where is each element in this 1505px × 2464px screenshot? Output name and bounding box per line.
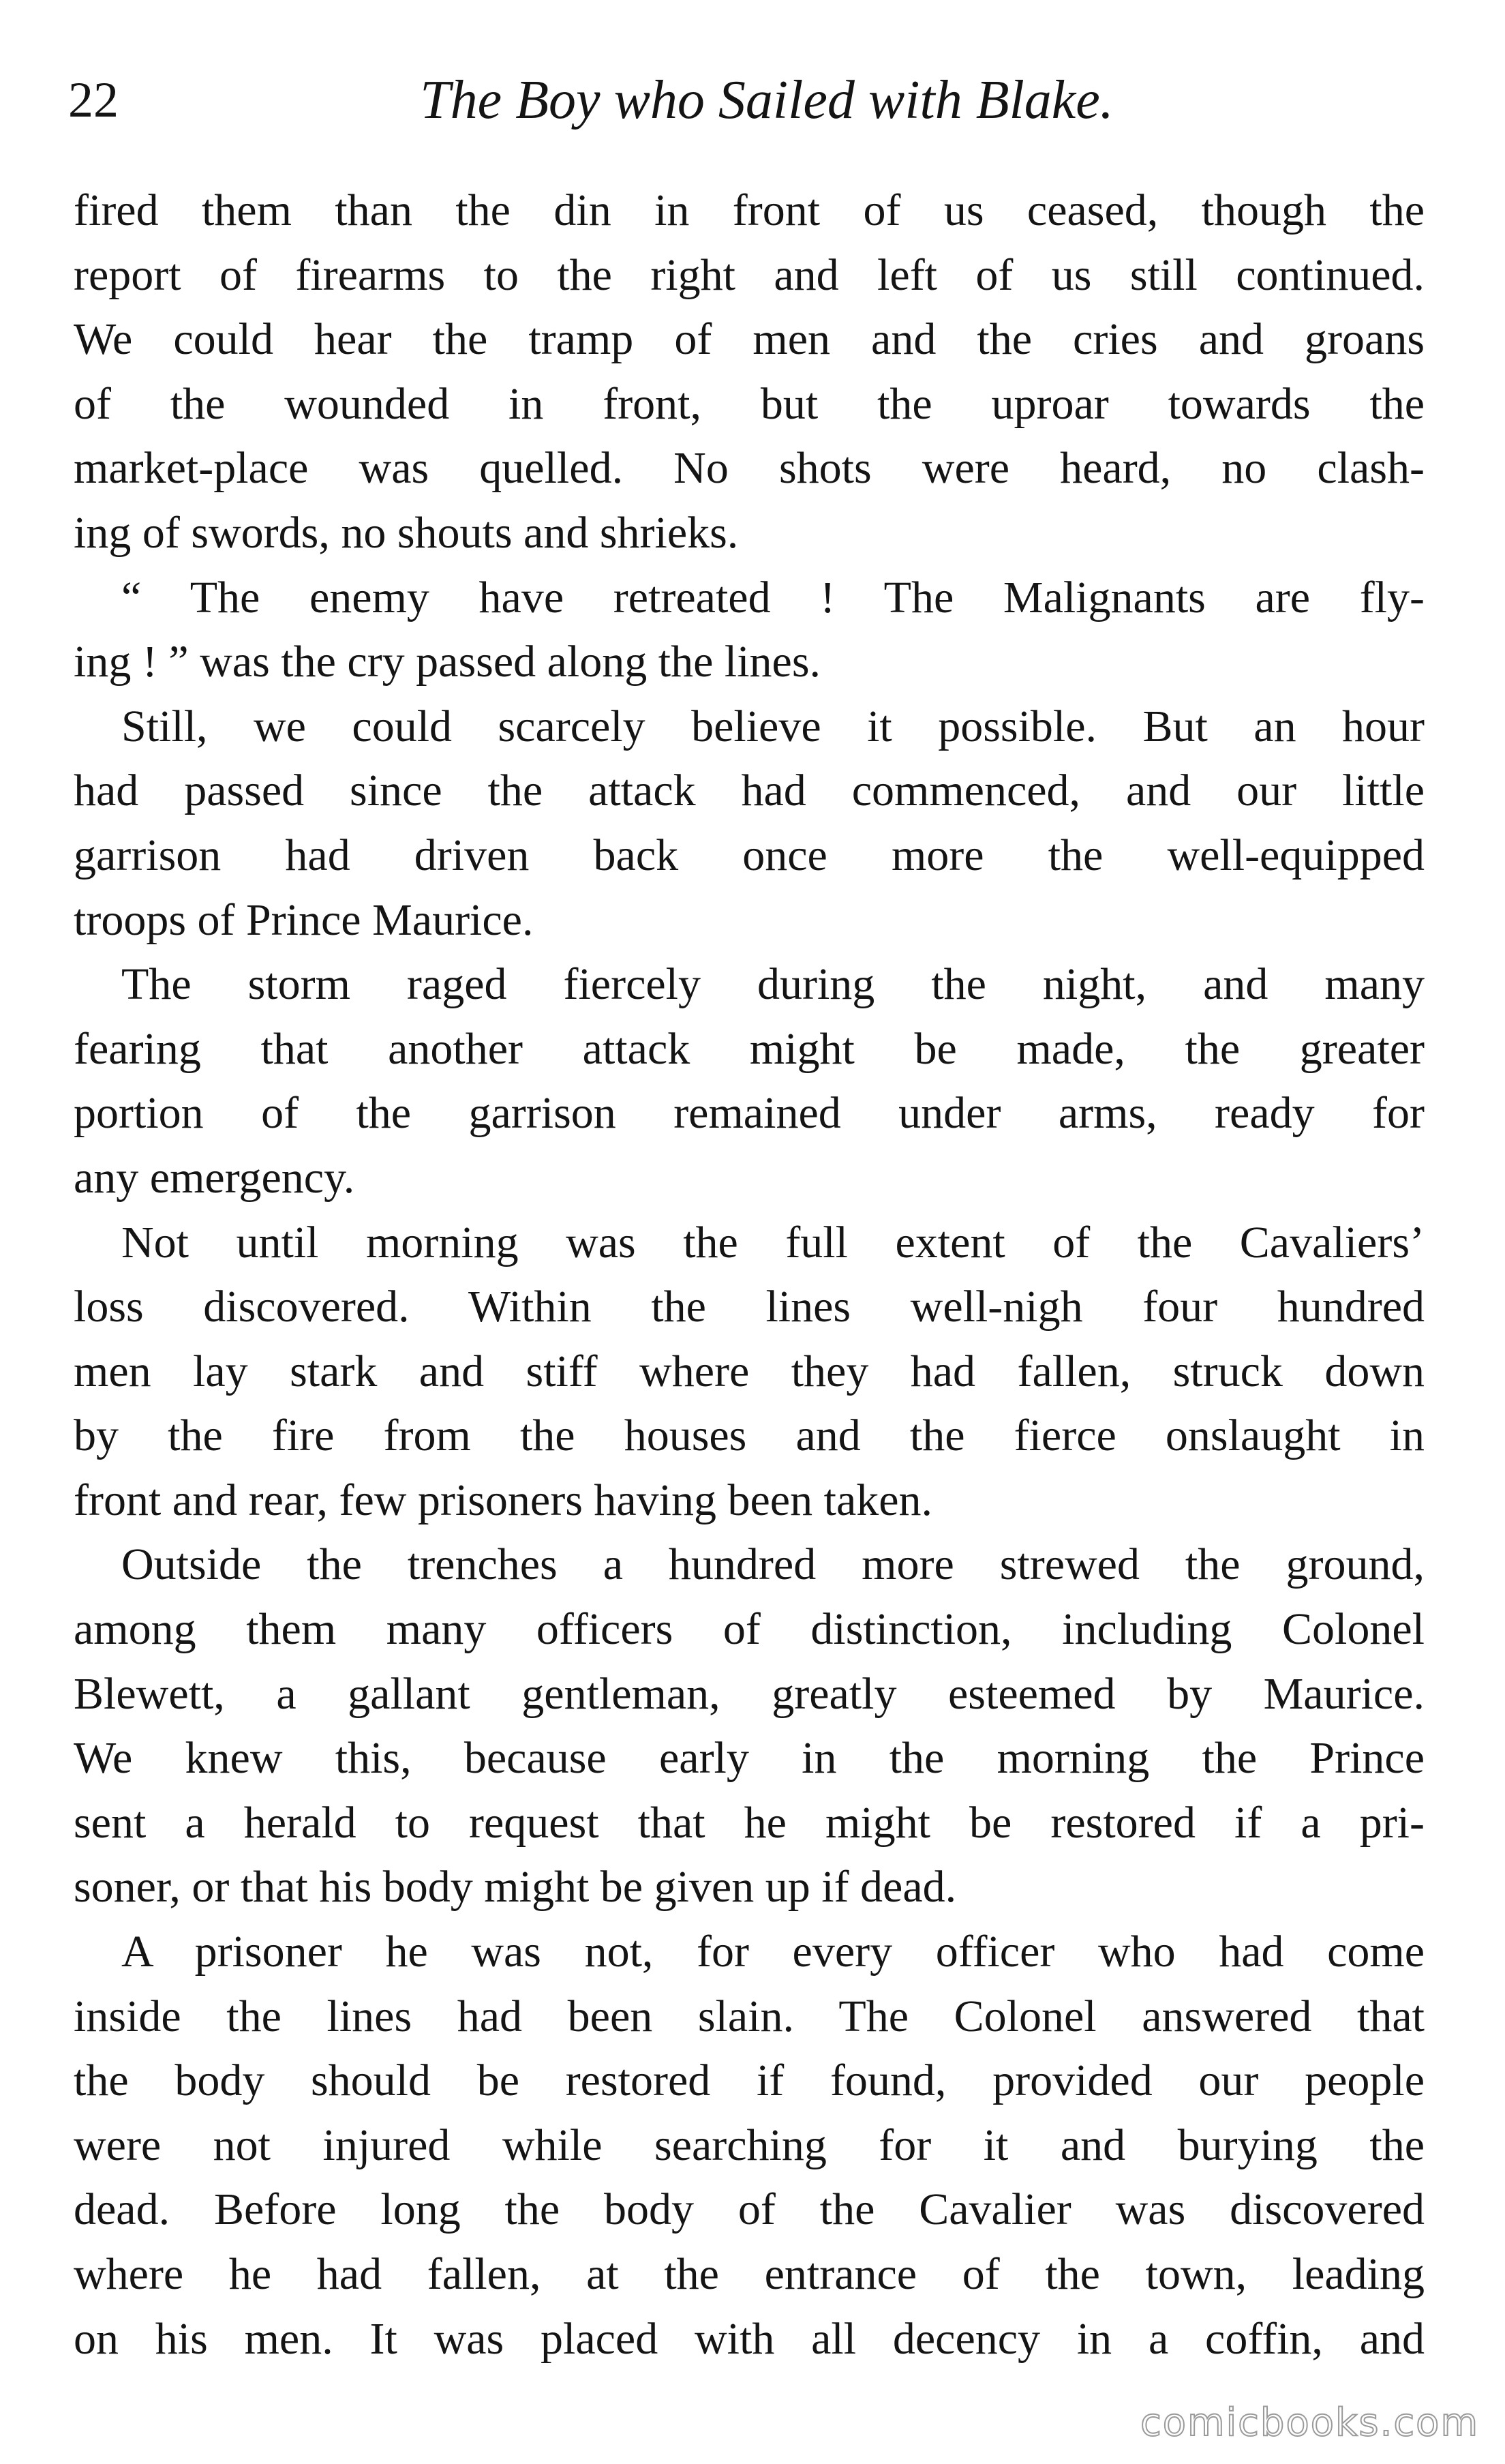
text-line: We could hear the tramp of men and the cries and groans: [74, 314, 1425, 365]
text-line: Not until morning was the full extent of the Cavaliers’: [121, 1217, 1425, 1267]
text-line: ing of swords, no shouts and shrieks.: [74, 507, 739, 558]
page-number: 22: [68, 72, 119, 128]
text-line: troops of Prince Maurice.: [74, 895, 534, 945]
text-line: men lay stark and stiff where they had fallen, struck down: [74, 1346, 1425, 1396]
running-head: [68, 63, 1425, 138]
text-line: loss discovered. Within the lines well-nigh four hundred: [74, 1282, 1425, 1332]
text-line: Still, we could scarcely believe it possible. But an hour: [121, 701, 1425, 751]
watermark: comicbooks.com: [1140, 2401, 1479, 2445]
text-line: report of firearms to the right and left of us still continued.: [74, 250, 1425, 300]
text-line: fearing that another attack might be made, the greater: [74, 1023, 1425, 1074]
text-line: A prisoner he was not, for every officer who had come: [121, 1927, 1425, 1977]
text-line: market-place was quelled. No shots were heard, no clash-: [74, 443, 1425, 494]
text-line: where he had fallen, at the entrance of the town, leading: [74, 2249, 1425, 2299]
text-line: were not injured while searching for it and burying the: [74, 2120, 1425, 2170]
text-line: any emergency.: [74, 1152, 355, 1203]
text-line: Blewett, a gallant gentleman, greatly esteemed by Maurice.: [74, 1668, 1425, 1719]
text-line: had passed since the attack had commenced, and our little: [74, 766, 1425, 816]
text-line: “ The enemy have retreated ! The Malignants are fly-: [121, 572, 1425, 622]
text-line: garrison had driven back once more the well-equipped: [74, 830, 1425, 880]
text-line: fired them than the din in front of us ceased, though the: [74, 185, 1425, 235]
text-line: portion of the garrison remained under arms, ready for: [74, 1088, 1425, 1139]
text-line: We knew this, because early in the morning the Prince: [74, 1733, 1425, 1784]
text-line: inside the lines had been slain. The Colonel answered that: [74, 1991, 1425, 2041]
running-title: The Boy who Sailed with Blake.: [420, 70, 1114, 130]
text-line: among them many officers of distinction, including Colonel: [74, 1604, 1425, 1655]
text-line: front and rear, few prisoners having been taken.: [74, 1475, 933, 1525]
text-line: on his men. It was placed with all decency in a coffin, and: [74, 2313, 1425, 2364]
text-line: sent a herald to request that he might be restored if a pri-: [74, 1797, 1425, 1848]
body-text: [74, 179, 1425, 2371]
text-line: The storm raged fiercely during the night, and many: [121, 959, 1425, 1010]
text-line: of the wounded in front, but the uproar towards the: [74, 378, 1425, 429]
text-line: by the fire from the houses and the fierce onslaught in: [74, 1411, 1425, 1461]
text-line: the body should be restored if found, provided our people: [74, 2056, 1425, 2106]
text-line: Outside the trenches a hundred more strewed the ground,: [121, 1539, 1425, 1590]
text-line: dead. Before long the body of the Cavalier was discovered: [74, 2184, 1425, 2235]
text-line: ing ! ” was the cry passed along the lines.: [74, 637, 821, 687]
text-line: soner, or that his body might be given up if dead.: [74, 1862, 957, 1912]
